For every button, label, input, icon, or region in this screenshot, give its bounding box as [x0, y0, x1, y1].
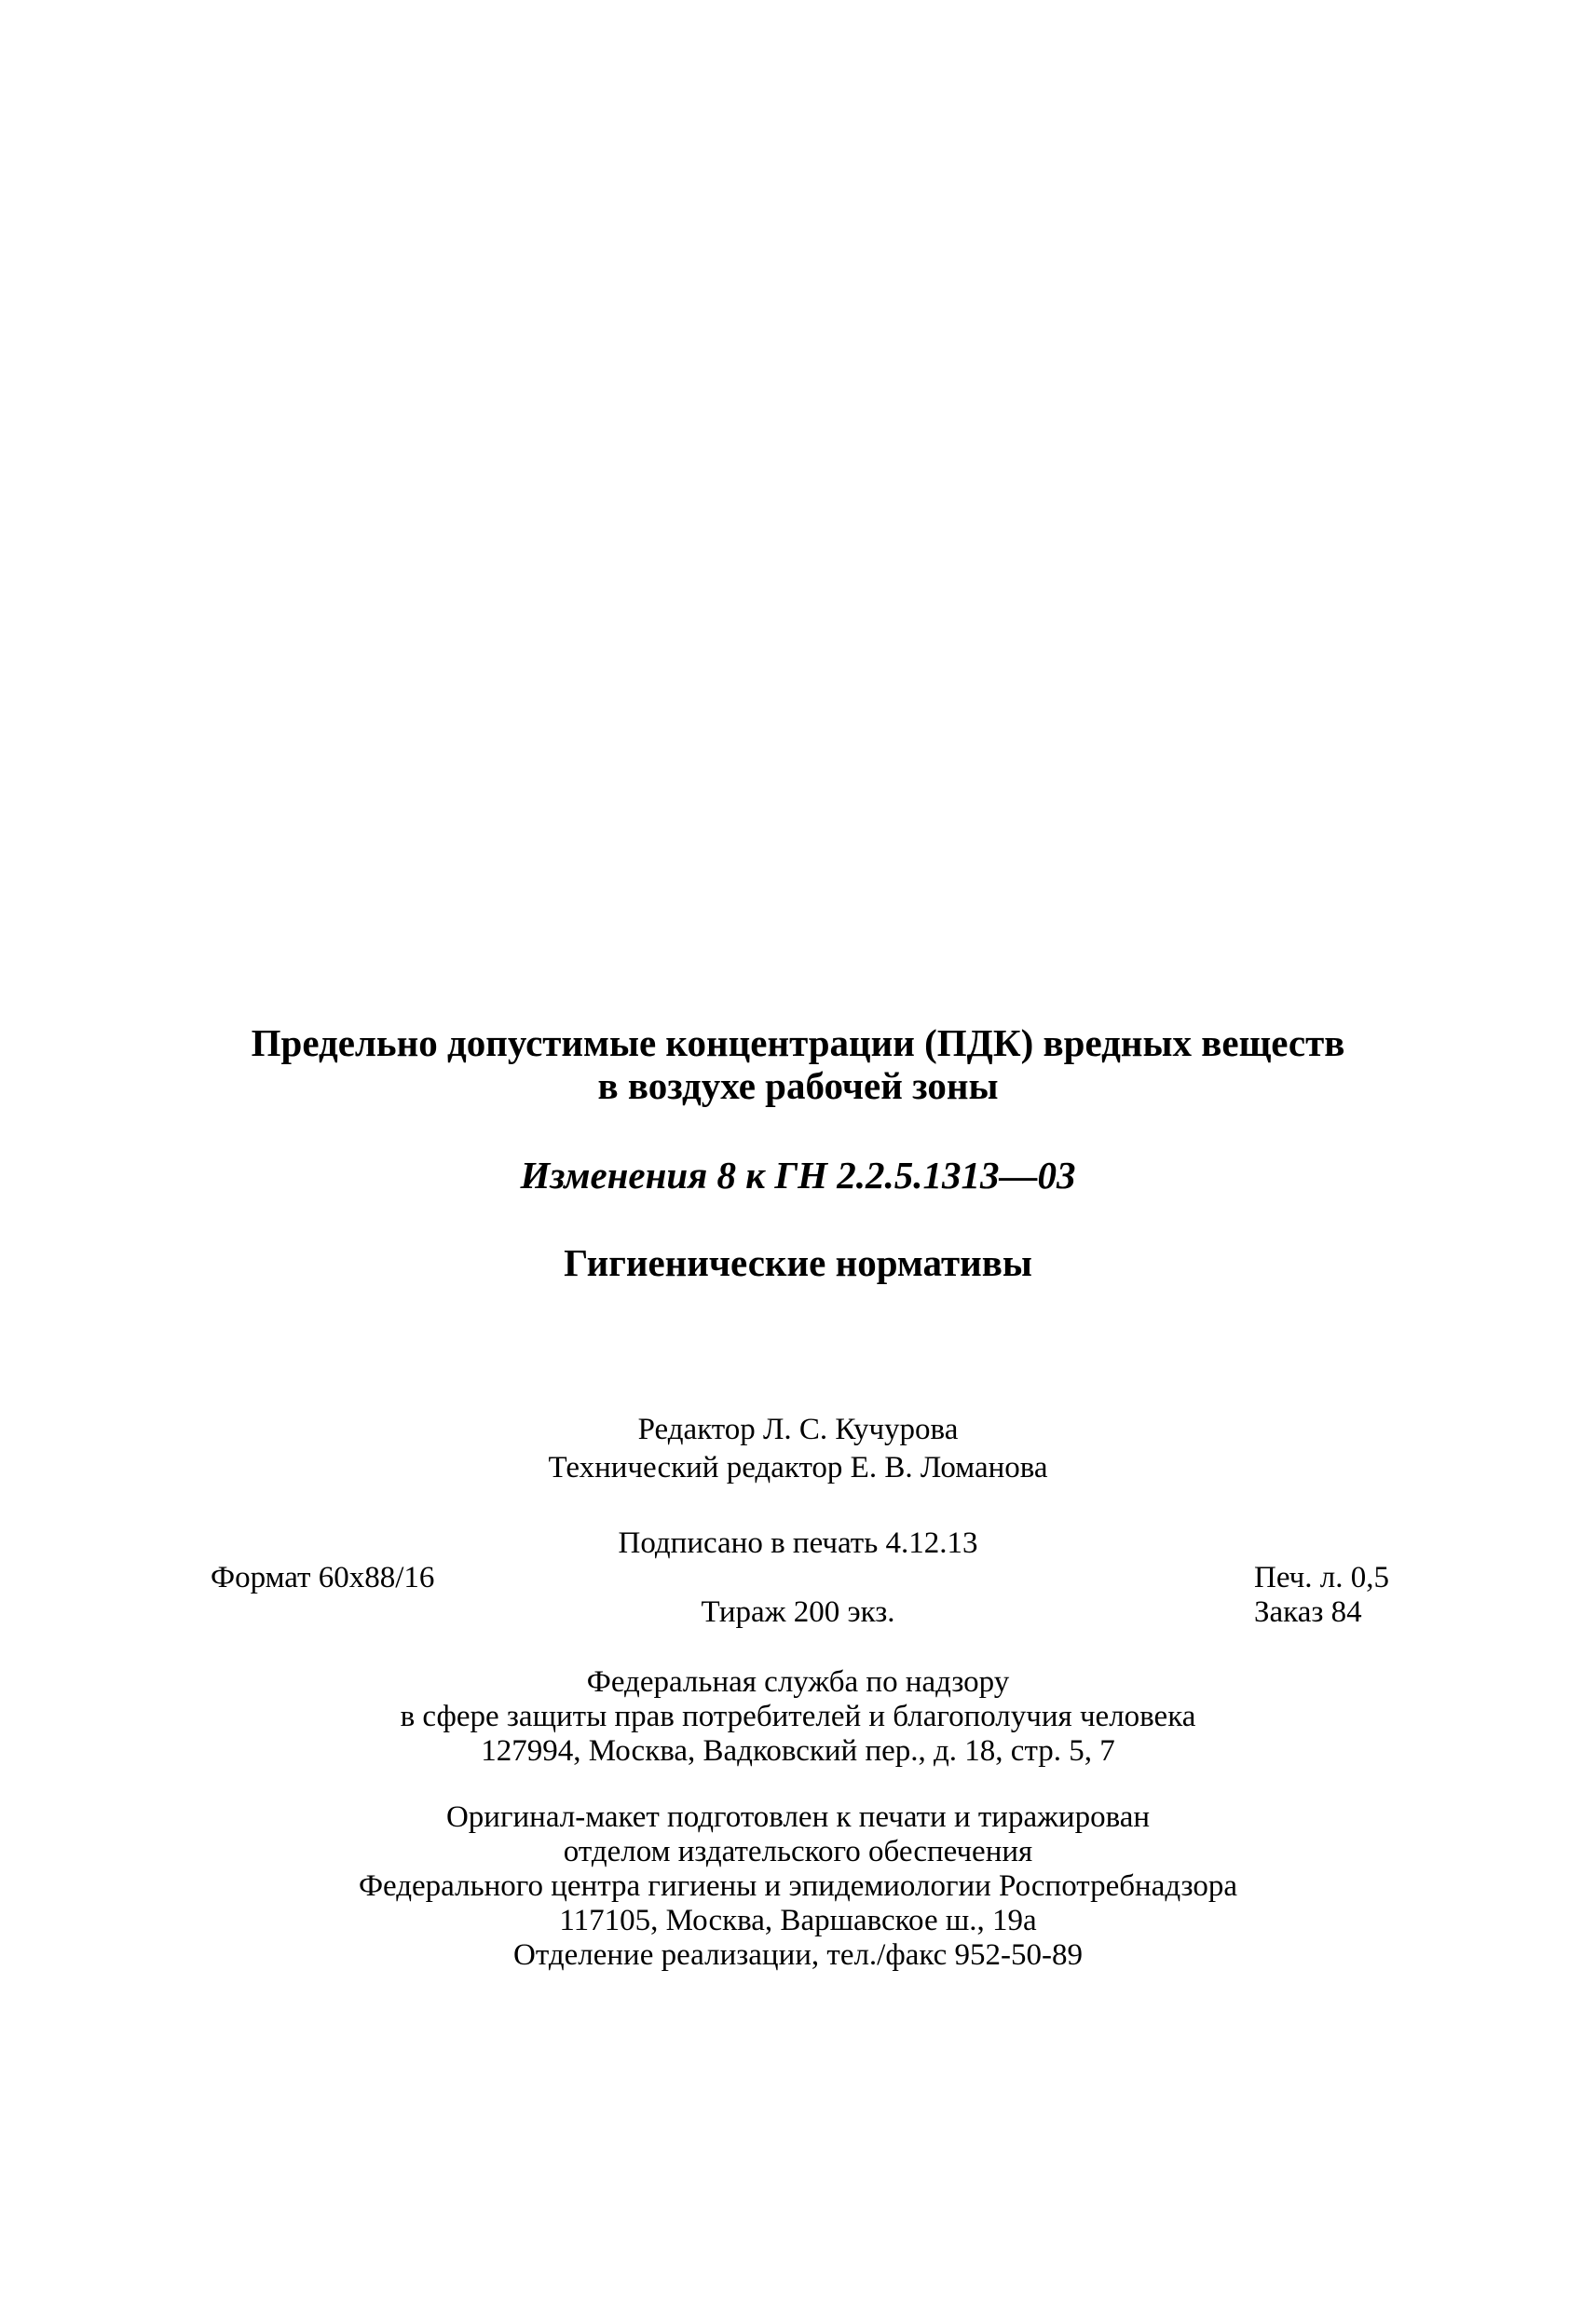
document-title-line-1: Предельно допустимые концентрации (ПДК) вредных веществ [251, 1021, 1345, 1064]
production-line-3: Федерального центра гигиены и эпидемиологии Роспотребнадзора [358, 1869, 1238, 1903]
amendment-title: Изменения 8 к ГН 2.2.5.1313—03 [520, 1154, 1076, 1197]
editor-credit: Редактор Л. С. Кучурова [637, 1413, 959, 1446]
publisher-address: 127994, Москва, Вадковский пер., д. 18, стр. 5, 7 [481, 1734, 1115, 1768]
production-line-1: Оригинал-макет подготовлен к печати и тиражирован [445, 1800, 1151, 1834]
production-address: 117105, Москва, Варшавское ш., 19а [559, 1904, 1037, 1937]
signed-for-print: Подписано в печать 4.12.13 [618, 1526, 978, 1560]
tech-editor-credit: Технический редактор Е. В. Ломанова [548, 1451, 1048, 1484]
publisher-line-1: Федеральная служба по надзору [586, 1665, 1010, 1699]
order-number: Заказ 84 [1254, 1595, 1362, 1629]
publisher-line-2: в сфере защиты прав потребителей и благополучия человека [400, 1700, 1196, 1733]
circulation-info: Тираж 200 экз. [701, 1595, 895, 1629]
sales-contact: Отделение реализации, тел./факс 952-50-89 [513, 1938, 1083, 1972]
document-title-line-2: в воздухе рабочей зоны [597, 1064, 999, 1107]
production-line-2: отделом издательского обеспечения [563, 1835, 1033, 1868]
document-type: Гигиенические нормативы [564, 1241, 1032, 1284]
format-info: Формат 60x88/16 [211, 1561, 435, 1594]
printed-sheets: Печ. л. 0,5 [1254, 1561, 1389, 1594]
